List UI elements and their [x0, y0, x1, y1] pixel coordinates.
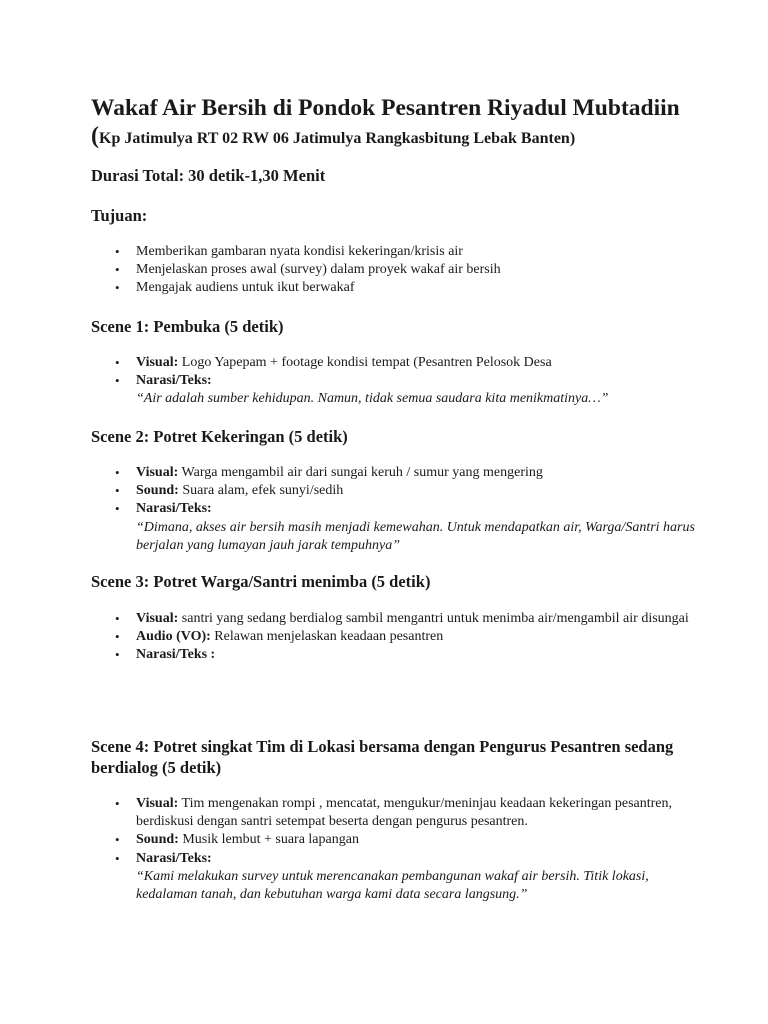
audio-text: Relawan menjelaskan keadaan pesantren — [210, 629, 444, 645]
list-item — [91, 261, 711, 279]
subtitle-paren: ( — [91, 123, 99, 149]
document-subtitle — [91, 121, 575, 154]
list-item — [91, 464, 711, 482]
bullet-marker: • — [115, 850, 120, 866]
narasi-label: Narasi/Teks: — [136, 373, 212, 389]
bullet-marker: • — [115, 629, 120, 645]
scene4-list — [91, 795, 711, 904]
visual-label: Visual: — [136, 355, 179, 370]
scene3-heading: Scene 3: Potret Warga/Santri menimba (5 detik) — [91, 572, 431, 591]
bullet-marker: • — [115, 373, 120, 389]
list-item-text: Menjelaskan proses awal (survey) dalam proyek wakaf air bersih — [136, 262, 501, 278]
narasi-label: Narasi/Teks: — [136, 501, 212, 517]
visual-label: Visual: — [136, 465, 179, 480]
bullet-marker: • — [115, 832, 120, 848]
narasi-text: “Dimana, akses air bersih masih menjadi kemewahan. Untuk mendapatkan air, Warga/Santri harus berjalan yang lumayan jauh jarak tempuhnya” — [136, 519, 695, 553]
list-item — [91, 482, 711, 500]
list-item-text: Memberikan gambaran nyata kondisi kekeringan/krisis air — [136, 244, 463, 259]
list-item — [91, 354, 711, 372]
scene1-heading: Scene 1: Pembuka (5 detik) — [91, 317, 284, 336]
narasi-text: “Kami melakukan survey untuk merencanakan pembangunan wakaf air bersih. Titik lokasi, kedalaman tanah, dan kebutuhan warga kami data secara langsung.” — [136, 868, 649, 903]
list-item — [91, 500, 711, 555]
visual-label: Visual: — [136, 611, 179, 626]
visual-text: Warga mengambil air dari sungai keruh / sumur yang mengering — [178, 465, 543, 480]
list-item — [91, 243, 711, 261]
visual-text: santri yang sedang berdialog sambil mengantri untuk menimba air/mengambil air disungai — [178, 611, 689, 626]
narasi-text: “Air adalah sumber kehidupan. Namun, tidak semua saudara kita menikmatinya…” — [136, 391, 609, 407]
list-item — [91, 795, 711, 831]
visual-text: Tim mengenakan rompi , mencatat, mengukur/meninjau keadaan kekeringan pesantren, berdiskusi dengan santri setempat beserta dengan pengurus pesantren. — [136, 796, 673, 830]
scene1-list — [91, 354, 711, 409]
visual-label: Visual: — [136, 796, 179, 811]
scene2-list — [91, 464, 711, 555]
subtitle-text: Kp Jatimulya RT 02 RW 06 Jatimulya Rangkasbitung Lebak Banten) — [99, 130, 576, 147]
list-item — [91, 279, 711, 297]
sound-label: Sound: — [136, 832, 179, 848]
bullet-marker: • — [115, 280, 120, 296]
narasi-label: Narasi/Teks : — [136, 647, 216, 663]
bullet-marker: • — [115, 483, 120, 499]
list-item — [91, 646, 711, 664]
sound-text: Suara alam, efek sunyi/sedih — [178, 483, 344, 499]
scene4-heading: Scene 4: Potret singkat Tim di Lokasi bersama dengan Pengurus Pesantren sedang berdialog (5 detik) — [91, 737, 674, 777]
bullet-marker: • — [115, 262, 120, 278]
bullet-marker: • — [115, 501, 120, 517]
list-item — [91, 831, 711, 849]
list-item — [91, 372, 711, 408]
audio-label: Audio (VO): — [136, 629, 211, 645]
tujuan-heading: Tujuan: — [91, 206, 148, 225]
scene3-list — [91, 610, 711, 665]
narasi-label: Narasi/Teks: — [136, 850, 212, 866]
sound-label: Sound: — [136, 483, 179, 499]
list-item — [91, 610, 711, 628]
document-title: Wakaf Air Bersih di Pondok Pesantren Riyadul Mubtadiin — [91, 95, 680, 121]
durasi-heading: Durasi Total: 30 detik-1,30 Menit — [91, 166, 326, 185]
bullet-marker: • — [115, 355, 120, 370]
bullet-marker: • — [115, 611, 120, 626]
bullet-marker: • — [115, 796, 120, 811]
list-item — [91, 850, 711, 905]
sound-text: Musik lembut + suara lapangan — [178, 832, 359, 848]
bullet-marker: • — [115, 244, 120, 259]
scene2-heading: Scene 2: Potret Kekeringan (5 detik) — [91, 427, 348, 446]
visual-text: Logo Yapepam + footage kondisi tempat (Pesantren Pelosok Desa — [178, 355, 552, 370]
bullet-marker: • — [115, 647, 120, 663]
tujuan-list — [91, 243, 711, 298]
bullet-marker: • — [115, 465, 120, 480]
list-item — [91, 628, 711, 646]
list-item-text: Mengajak audiens untuk ikut berwakaf — [136, 280, 355, 296]
